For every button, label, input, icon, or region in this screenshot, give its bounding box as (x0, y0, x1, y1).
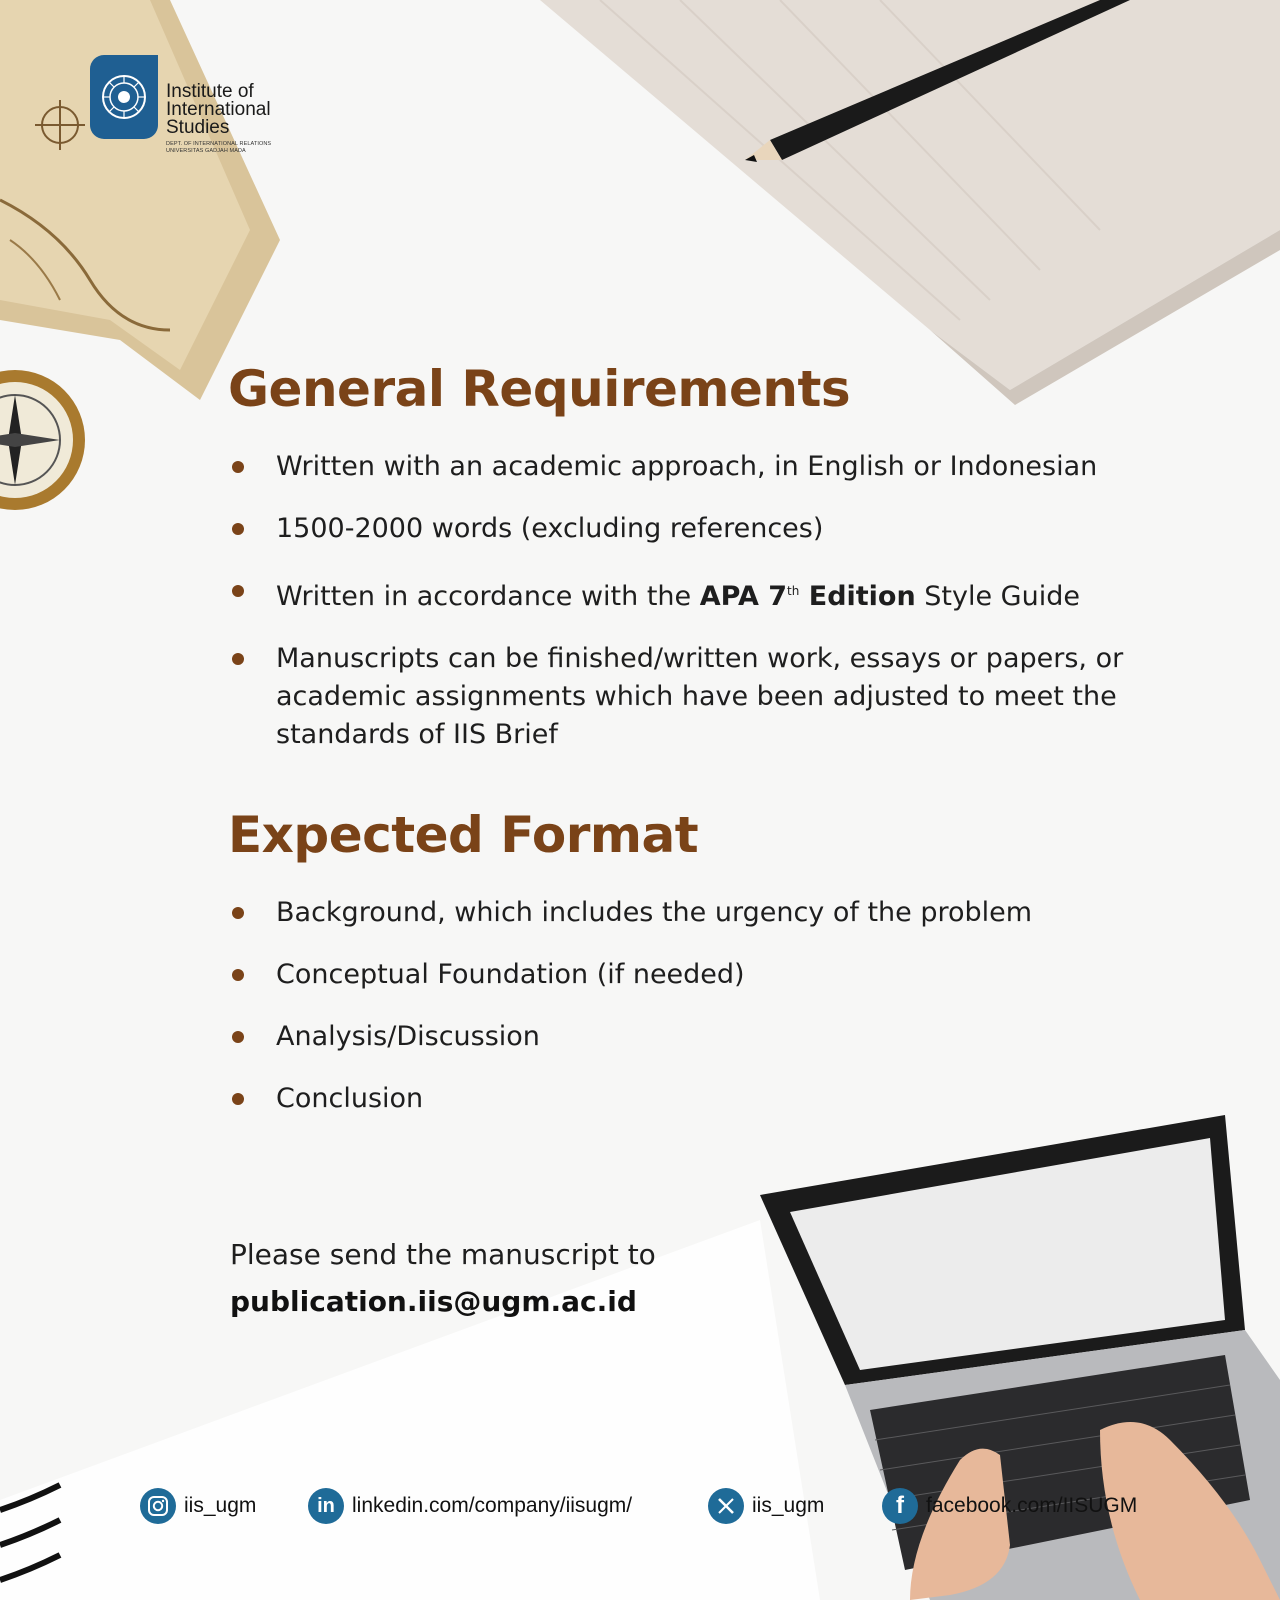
list-item (228, 1080, 1208, 1118)
bullet-icon (232, 523, 244, 535)
instagram-icon (140, 1488, 176, 1524)
list-item (228, 510, 1208, 548)
bullet-icon (232, 1093, 244, 1105)
instagram-link[interactable] (140, 1488, 256, 1524)
general-requirements-list (228, 448, 1208, 754)
list-item-text: Written with an academic approach, in English or Indonesian (276, 451, 1098, 482)
logo-line-1: Institute of (166, 81, 254, 102)
facebook-link[interactable] (882, 1488, 1137, 1524)
linkedin-link[interactable] (308, 1488, 632, 1524)
list-item-text: Analysis/Discussion (276, 1021, 540, 1052)
list-item (228, 572, 1208, 616)
list-item-text: Manuscripts can be finished/written work, essays or papers, or academic assignments which have been adjusted to meet the standards of IIS Brief (276, 643, 1124, 750)
apa-post: Style Guide (915, 581, 1080, 612)
bullet-icon (232, 1031, 244, 1043)
x-icon (708, 1488, 744, 1524)
apa-bold: APA 7 (699, 581, 788, 612)
send-line: Please send the manuscript to (230, 1238, 656, 1271)
apa-pre: Written in accordance with the (276, 581, 700, 612)
bullet-icon (232, 969, 244, 981)
linen-notebook (540, 0, 1280, 390)
logo-dept: DEPT. OF INTERNATIONAL RELATIONS (166, 141, 272, 147)
logo-univ: UNIVERSITAS GADJAH MADA (166, 148, 246, 154)
apa-sup: th (787, 584, 800, 598)
apa-bold-2: Edition (799, 581, 916, 612)
send-instructions (230, 1237, 656, 1318)
list-item (228, 956, 1208, 994)
logo-text (166, 83, 271, 155)
x-handle: iis_ugm (752, 1494, 825, 1517)
x-link[interactable] (708, 1488, 824, 1524)
facebook-icon: f (882, 1488, 918, 1524)
institute-logo (90, 55, 271, 155)
bullet-icon (232, 461, 244, 473)
social-links (140, 1488, 1160, 1528)
logo-line-3: Studies (166, 117, 230, 138)
compass (0, 370, 85, 510)
general-requirements-title: General Requirements (228, 360, 851, 418)
expected-format-title: Expected Format (228, 806, 699, 864)
linkedin-url: linkedin.com/company/iisugm/ (352, 1494, 633, 1517)
list-item-text: Conceptual Foundation (if needed) (276, 959, 745, 990)
list-item-text: Conclusion (276, 1083, 424, 1114)
logo-line-2: International (166, 99, 271, 120)
email-link[interactable]: publication.iis@ugm.ac.id (230, 1285, 637, 1318)
list-item (228, 1018, 1208, 1056)
logo-emblem-icon (90, 55, 158, 139)
list-item (228, 640, 1206, 754)
expected-format-list (228, 894, 1208, 1118)
facebook-url: facebook.com/IISUGM (926, 1494, 1138, 1517)
main-content (228, 360, 1208, 1142)
bullet-icon (232, 653, 244, 665)
linkedin-icon: in (308, 1488, 344, 1524)
instagram-handle: iis_ugm (184, 1494, 257, 1517)
list-item-text: 1500-2000 words (excluding references) (276, 513, 824, 544)
list-item-text: Background, which includes the urgency of the problem (276, 897, 1033, 928)
bullet-icon (232, 585, 244, 597)
list-item (228, 448, 1208, 486)
bullet-icon (232, 907, 244, 919)
list-item (228, 894, 1208, 932)
